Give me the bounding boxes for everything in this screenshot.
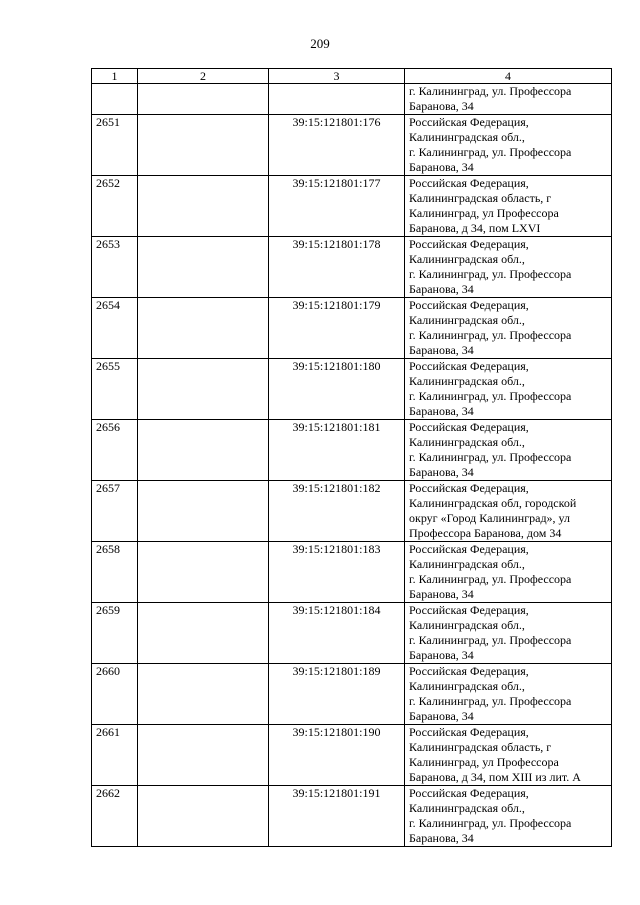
address-cell xyxy=(405,84,612,115)
row-col2 xyxy=(138,542,269,603)
row-col2 xyxy=(138,359,269,420)
row-col2 xyxy=(138,420,269,481)
cadastral-number xyxy=(269,84,405,115)
registry-table xyxy=(91,68,612,847)
row-col2 xyxy=(138,298,269,359)
cadastral-number: 39:15:121801:177 xyxy=(269,176,405,237)
address-line: Российская Федерация, xyxy=(409,420,529,434)
address-line: Калининградская обл., xyxy=(409,435,525,449)
table-row-continuation xyxy=(92,84,612,115)
address-line: Российская Федерация, xyxy=(409,298,529,312)
column-header-3: 3 xyxy=(269,69,405,84)
row-number: 2662 xyxy=(92,786,138,847)
address-line: г. Калининград, ул. Профессора xyxy=(409,267,572,281)
cadastral-number: 39:15:121801:189 xyxy=(269,664,405,725)
table-row xyxy=(92,359,612,420)
cadastral-number: 39:15:121801:184 xyxy=(269,603,405,664)
address-line: Калининградская область, г xyxy=(409,740,552,754)
row-number: 2657 xyxy=(92,481,138,542)
page-number: 209 xyxy=(310,36,330,51)
address-line: г. Калининград, ул. Профессора xyxy=(409,145,572,159)
address-line: Баранова, 34 xyxy=(409,648,474,662)
address-line: Российская Федерация, xyxy=(409,176,529,190)
row-number: 2651 xyxy=(92,115,138,176)
address-line: г. Калининград, ул. Профессора xyxy=(409,389,572,403)
row-number: 2661 xyxy=(92,725,138,786)
address-line: Баранова, 34 xyxy=(409,282,474,296)
row-col2 xyxy=(138,725,269,786)
table-row xyxy=(92,603,612,664)
cadastral-number: 39:15:121801:182 xyxy=(269,481,405,542)
address-line: Баранова, 34 xyxy=(409,587,474,601)
address-line: Калининградская обл, городской xyxy=(409,496,577,510)
row-number: 2653 xyxy=(92,237,138,298)
address-line: Баранова, 34 xyxy=(409,99,474,113)
address-line: г. Калининград, ул. Профессора xyxy=(409,450,572,464)
table-row xyxy=(92,786,612,847)
address-cell xyxy=(405,115,612,176)
row-col2 xyxy=(138,786,269,847)
address-line: Российская Федерация, xyxy=(409,237,529,251)
address-line: г. Калининград, ул. Профессора xyxy=(409,816,572,830)
row-number: 2659 xyxy=(92,603,138,664)
address-line: г. Калининград, ул. Профессора xyxy=(409,328,572,342)
address-line: Калининградская обл., xyxy=(409,130,525,144)
cadastral-number: 39:15:121801:183 xyxy=(269,542,405,603)
address-line: Баранова, 34 xyxy=(409,404,474,418)
row-number: 2656 xyxy=(92,420,138,481)
column-header-1: 1 xyxy=(92,69,138,84)
address-cell xyxy=(405,725,612,786)
address-line: Калининградская область, г xyxy=(409,191,552,205)
address-cell xyxy=(405,786,612,847)
address-line: г. Калининград, ул. Профессора xyxy=(409,84,572,98)
table-row xyxy=(92,725,612,786)
cadastral-number: 39:15:121801:180 xyxy=(269,359,405,420)
row-number: 2655 xyxy=(92,359,138,420)
address-line: округ «Город Калининград», ул xyxy=(409,511,571,525)
row-col2 xyxy=(138,237,269,298)
address-line: Российская Федерация, xyxy=(409,481,529,495)
cadastral-number: 39:15:121801:190 xyxy=(269,725,405,786)
address-line: Калининград, ул Профессора xyxy=(409,755,559,769)
address-cell xyxy=(405,359,612,420)
row-number: 2654 xyxy=(92,298,138,359)
row-number: 2658 xyxy=(92,542,138,603)
table-header-row xyxy=(92,69,612,84)
row-number: 2652 xyxy=(92,176,138,237)
row-number: 2660 xyxy=(92,664,138,725)
address-line: Российская Федерация, xyxy=(409,664,529,678)
address-line: г. Калининград, ул. Профессора xyxy=(409,572,572,586)
address-line: Калининградская обл., xyxy=(409,679,525,693)
address-line: Российская Федерация, xyxy=(409,725,529,739)
address-cell xyxy=(405,603,612,664)
address-cell xyxy=(405,298,612,359)
address-line: г. Калининград, ул. Профессора xyxy=(409,694,572,708)
address-cell xyxy=(405,237,612,298)
table-row xyxy=(92,420,612,481)
cadastral-number: 39:15:121801:176 xyxy=(269,115,405,176)
cadastral-number: 39:15:121801:191 xyxy=(269,786,405,847)
address-line: Баранова, 34 xyxy=(409,343,474,357)
address-line: Профессора Баранова, дом 34 xyxy=(409,526,562,540)
address-cell xyxy=(405,664,612,725)
address-line: Баранова, 34 xyxy=(409,465,474,479)
address-line: Российская Федерация, xyxy=(409,603,529,617)
row-col2 xyxy=(138,84,269,115)
address-line: Баранова, д 34, пом XIII из лит. А xyxy=(409,770,581,784)
address-cell xyxy=(405,542,612,603)
row-col2 xyxy=(138,664,269,725)
cadastral-number: 39:15:121801:178 xyxy=(269,237,405,298)
address-line: Российская Федерация, xyxy=(409,786,529,800)
table-row xyxy=(92,115,612,176)
address-line: Российская Федерация, xyxy=(409,115,529,129)
address-line: Баранова, 34 xyxy=(409,831,474,845)
address-line: Российская Федерация, xyxy=(409,542,529,556)
address-line: г. Калининград, ул. Профессора xyxy=(409,633,572,647)
row-col2 xyxy=(138,603,269,664)
address-line: Калининградская обл., xyxy=(409,252,525,266)
address-line: Калининградская обл., xyxy=(409,557,525,571)
address-line: Калининградская обл., xyxy=(409,374,525,388)
table-row xyxy=(92,176,612,237)
table-row xyxy=(92,664,612,725)
column-header-2: 2 xyxy=(138,69,269,84)
table-body xyxy=(92,84,612,847)
column-header-4: 4 xyxy=(405,69,612,84)
row-col2 xyxy=(138,481,269,542)
address-line: Калининградская обл., xyxy=(409,801,525,815)
address-line: Калининградская обл., xyxy=(409,313,525,327)
cadastral-number: 39:15:121801:179 xyxy=(269,298,405,359)
row-number xyxy=(92,84,138,115)
address-line: Российская Федерация, xyxy=(409,359,529,373)
table-row xyxy=(92,542,612,603)
table-row xyxy=(92,298,612,359)
address-line: Баранова, 34 xyxy=(409,160,474,174)
address-cell xyxy=(405,176,612,237)
address-cell xyxy=(405,420,612,481)
row-col2 xyxy=(138,176,269,237)
address-line: Калининградская обл., xyxy=(409,618,525,632)
row-col2 xyxy=(138,115,269,176)
cadastral-number: 39:15:121801:181 xyxy=(269,420,405,481)
table-row xyxy=(92,481,612,542)
address-line: Баранова, д 34, пом LXVI xyxy=(409,221,541,235)
table-row xyxy=(92,237,612,298)
address-cell xyxy=(405,481,612,542)
address-line: Баранова, 34 xyxy=(409,709,474,723)
address-line: Калининград, ул Профессора xyxy=(409,206,559,220)
